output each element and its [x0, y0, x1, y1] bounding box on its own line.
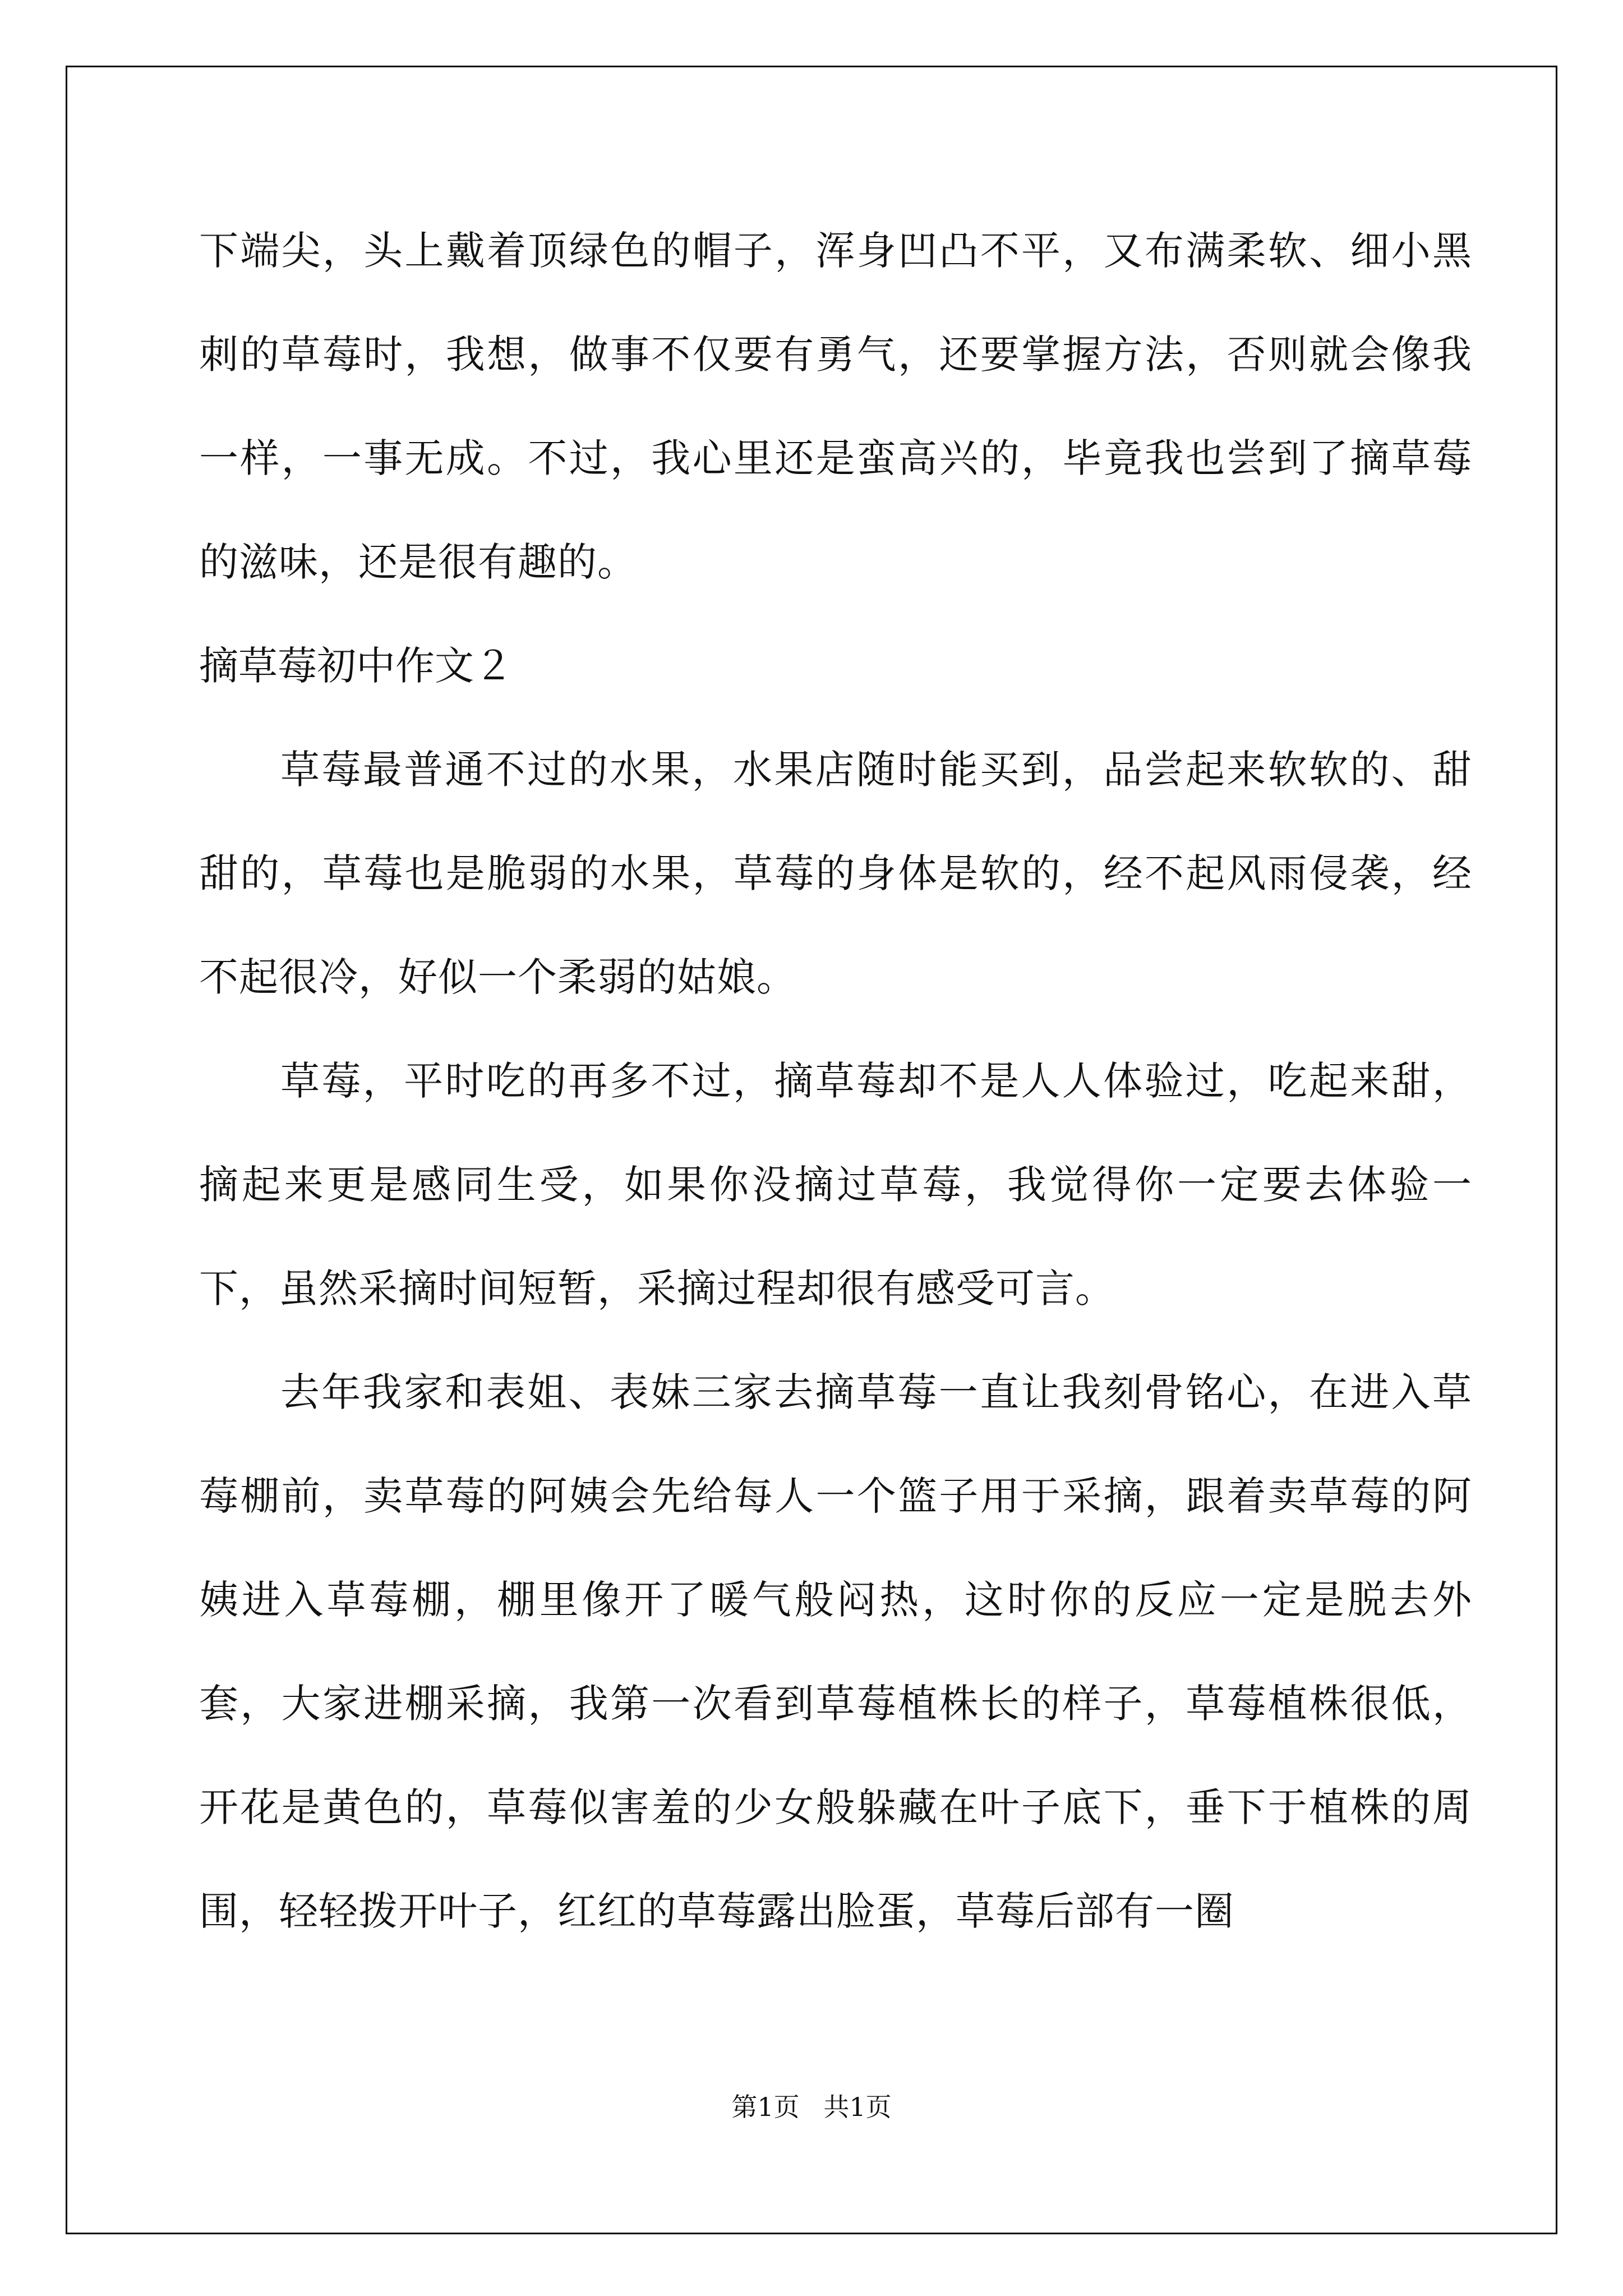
paragraph-continued: 下端尖，头上戴着顶绿色的帽子，浑身凹凸不平，又布满柔软、细小黑刺的草莓时，我想，做事不仅要有勇气，还要掌握方法，否则就会像我一样，一事无成。不过，我心里还是蛮高兴的，毕竟我也尝到了摘草莓的滋味，还是很有趣的。	[199, 228, 1472, 585]
document-body	[199, 199, 1472, 1963]
paragraph: 草莓最普通不过的水果，水果店随时能买到，品尝起来软软的、甜甜的，草莓也是脆弱的水果，草莓的身体是软的，经不起风雨侵袭，经不起很冷，好似一个柔弱的姑娘。	[199, 747, 1472, 1000]
paragraph: 草莓，平时吃的再多不过，摘草莓却不是人人体验过，吃起来甜，摘起来更是感同生受，如果你没摘过草莓，我觉得你一定要去体验一下，虽然采摘时间短暂，采摘过程却很有感受可言。	[199, 1058, 1472, 1312]
page-footer	[0, 2087, 1623, 2124]
section-heading: 摘草莓初中作文２	[199, 643, 513, 689]
page-total: 共1页	[823, 2092, 892, 2122]
page-number: 第1页	[731, 2092, 800, 2122]
paragraph: 去年我家和表姐、表妹三家去摘草莓一直让我刻骨铭心，在进入草莓棚前，卖草莓的阿姨会先给每人一个篮子用于采摘，跟着卖草莓的阿姨进入草莓棚，棚里像开了暖气般闷热，这时你的反应一定是脱去外套，大家进棚采摘，我第一次看到草莓植株长的样子，草莓植株很低，开花是黄色的，草莓似害羞的少女般躲藏在叶子底下，垂下于植株的周围，轻轻拨开叶子，红红的草莓露出脸蛋，草莓后部有一圈	[199, 1369, 1472, 1934]
